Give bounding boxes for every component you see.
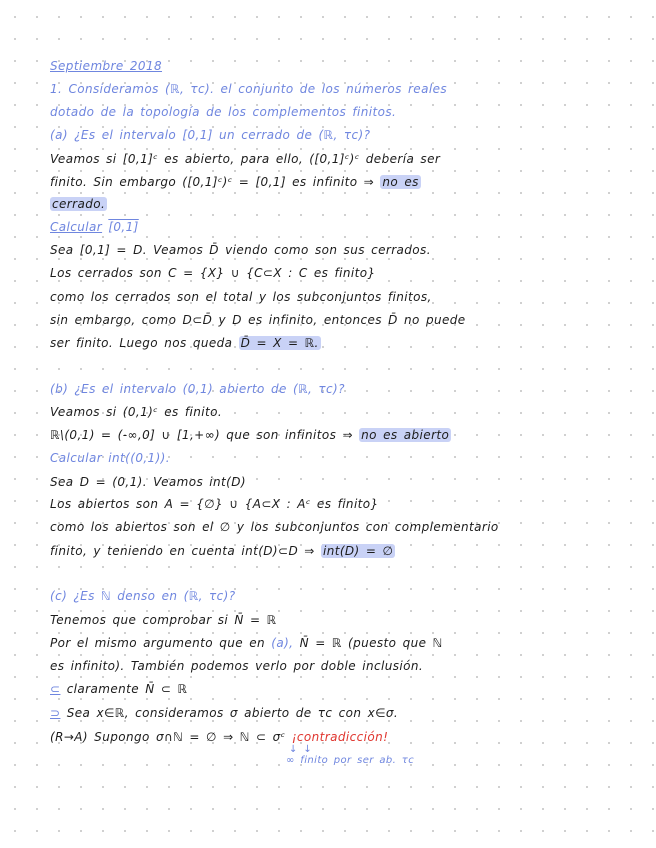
calc-label: Calcular [50, 220, 103, 234]
answer-b-line-6-text: finito, y teniendo en cuenta int(D)⊂D ⇒ [50, 544, 315, 558]
answer-c-line-4-text: claramente N̄ ⊂ ℝ [66, 682, 188, 696]
answer-c-line-5-text: Sea x∈ℝ, consideramos σ abierto de τc con x∈σ. [66, 706, 399, 720]
answer-c-line-2 [50, 636, 443, 651]
question-a: (a) ¿Es el intervalo [0,1] un cerrado de (ℝ, τc)? [50, 128, 371, 142]
answer-c-line-6-text: (R→A) Supongo σ∩ℕ = ∅ ⇒ ℕ ⊂ σᶜ [50, 730, 286, 744]
answer-b-line-3: Sea D = (0,1). Veamos int(D) [50, 475, 246, 489]
answer-a-line-6: como los cerrados son el total y los subconjuntos finitos, [50, 290, 432, 304]
answer-a-line-8 [50, 336, 321, 351]
annotation-arrows: ↓ ↓ [289, 744, 313, 755]
answer-a-line-8-text: ser finito. Luego nos queda [50, 336, 233, 350]
reference-a: (a), [271, 636, 294, 650]
answer-c-line-5 [50, 706, 398, 721]
answer-a-line-2-text: finito. Sin embargo ([0,1]ᶜ)ᶜ = [0,1] es infinito ⇒ [50, 175, 375, 189]
calc-closure-heading [50, 220, 139, 235]
answer-c-line-2-text-a: Por el mismo argumento que en [50, 636, 266, 650]
question-b: (b) ¿Es el intervalo (0,1) abierto de (ℝ, τc)? [50, 382, 345, 396]
conclusion-highlight-3: no es abierto [361, 428, 450, 442]
answer-b-line-2 [50, 428, 451, 443]
subset-symbol: ⊂ [50, 682, 61, 696]
answer-c-line-3: es infinito). También podemos verlo por doble inclusión. [50, 659, 424, 673]
problem-statement-line-2: dotado de la topología de los complementos finitos. [50, 105, 397, 119]
answer-a-line-3 [50, 197, 107, 212]
answer-b-line-5: como los abiertos son el ∅ y los subconjuntos con complementario [50, 520, 499, 534]
answer-c-line-4 [50, 682, 187, 697]
conclusion-highlight-2: cerrado. [52, 197, 106, 211]
answer-a-line-5: Los cerrados son C = {X} ∪ {C⊂X : C es finito} [50, 266, 376, 280]
calc-closure-value: [0,1] [108, 220, 139, 234]
answer-c-line-2-text-b: N̄ = ℝ (puesto que ℕ [299, 636, 443, 650]
answer-c-line-1: Tenemos que comprobar si N̄ = ℝ [50, 613, 277, 627]
closure-result-highlight: D̄ = X = ℝ. [240, 336, 319, 350]
problem-statement-line-1: 1. Consideramos (ℝ, τc). el conjunto de los números reales [50, 82, 448, 96]
answer-a-line-4: Sea [0,1] = D. Veamos D̄ viendo como son sus cerrados. [50, 243, 431, 257]
calc-interior-heading: Calcular int((0,1)). [50, 451, 170, 465]
answer-b-line-2-text: ℝ\(0,1) = (-∞,0] ∪ [1,+∞) que son infinitos ⇒ [50, 428, 353, 442]
conclusion-highlight-1: no es [382, 175, 419, 189]
answer-b-line-6 [50, 544, 395, 559]
contradiction-note: ¡contradicción! [291, 730, 389, 744]
question-c: (c) ¿Es ℕ denso en (ℝ, τc)? [50, 589, 236, 603]
answer-c-line-6 [50, 730, 388, 745]
superset-symbol: ⊃ [50, 706, 61, 720]
annotation-note: ∞ finito por ser ab. τc [286, 755, 415, 766]
answer-b-line-1: Veamos si (0,1)ᶜ es finito. [50, 405, 223, 419]
answer-a-line-7: sin embargo, como D⊂D̄ y D es infinito, entonces D̄ no puede [50, 313, 466, 327]
answer-a-line-2 [50, 175, 421, 190]
answer-a-line-1: Veamos si [0,1]ᶜ es abierto, para ello, ([0,1]ᶜ)ᶜ debería ser [50, 152, 441, 166]
page-title: Septiembre 2018 [50, 59, 163, 73]
answer-b-line-4: Los abiertos son A = {∅} ∪ {A⊂X : Aᶜ es finito} [50, 497, 379, 511]
interior-result-highlight: int(D) = ∅ [322, 544, 394, 558]
